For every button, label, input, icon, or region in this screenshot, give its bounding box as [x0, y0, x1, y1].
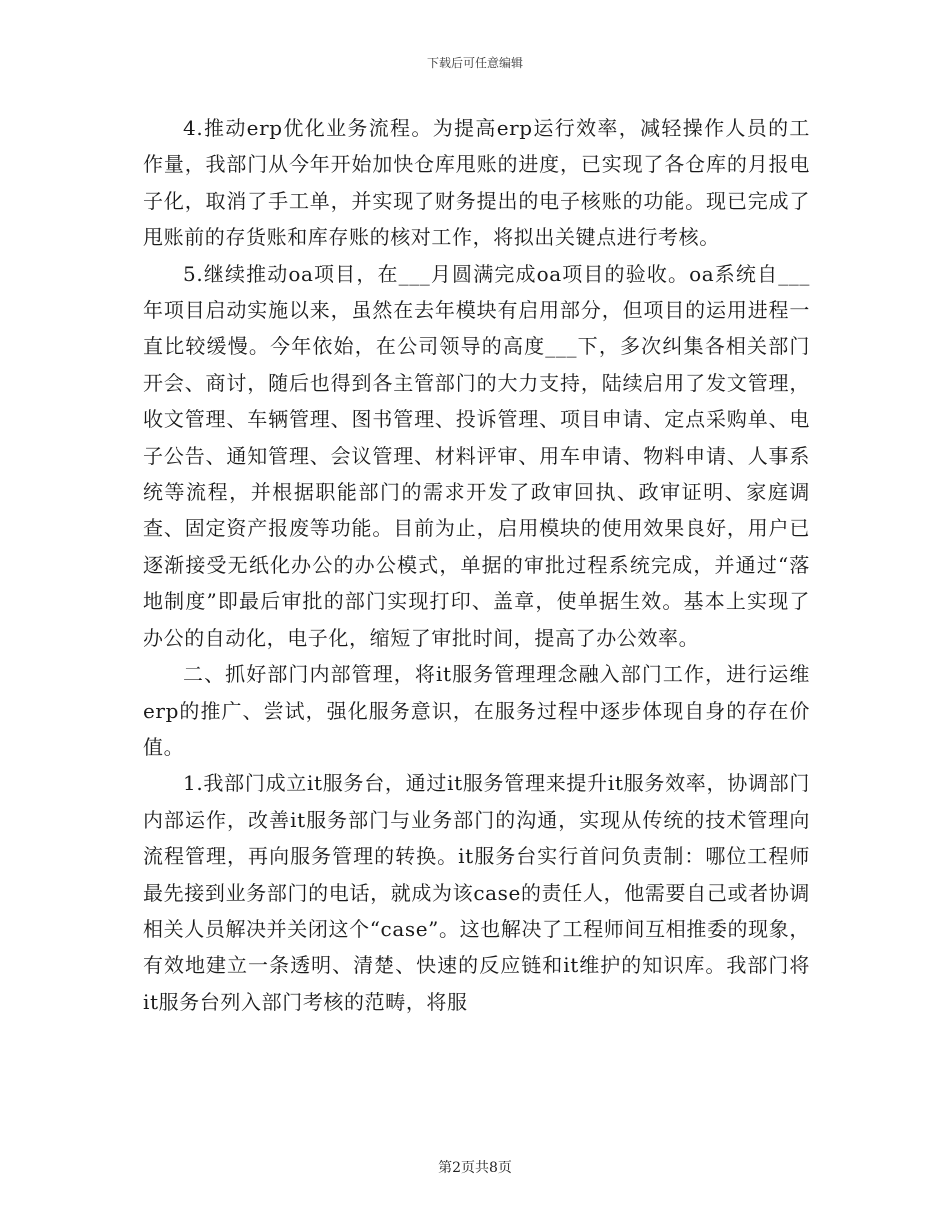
- paragraph-it-service-desk: 1.我部门成立it服务台，通过it服务管理来提升it服务效率，协调部门内部运作，改善it服务部门与业务部门的沟通，实现从传统的技术管理向流程管理，再向服务管理的转换。it服务台实行首问负责制：哪位工程师最先接到业务部门的电话，就成为该case的责任人，他需要自己或者协调相关人员解决并关闭这个“case”。这也解决了工程师间互相推委的现象，有效地建立一条透明、清楚、快速的反应链和it维护的知识库。我部门将it服务台列入部门考核的范畴，将服: [143, 771, 810, 1014]
- paragraph-section-two: 二、抓好部门内部管理，将it服务管理理念融入部门工作，进行运维erp的推广、尝试，强化服务意识，在服务过程中逐步体现自身的存在价值。: [143, 662, 810, 759]
- page-number-footer: 第2页共8页: [438, 1160, 512, 1176]
- paragraph-erp-optimization: 4.推动erp优化业务流程。为提高erp运行效率，减轻操作人员的工作量，我部门从今年开始加快仓库甩账的进度，已实现了各仓库的月报电子化，取消了手工单，并实现了财务提出的电子核账的功能。现已完成了甩账前的存货账和库存账的核对工作，将拟出关键点进行考核。: [143, 116, 810, 250]
- paragraph-oa-project: 5.继续推动oa项目，在___月圆满完成oa项目的验收。oa系统自___年项目启动实施以来，虽然在去年模块有启用部分，但项目的运用进程一直比较缓慢。今年依始，在公司领导的高度___下，多次纠集各相关部门开会、商讨，随后也得到各主管部门的大力支持，陆续启用了发文管理，收文管理、车辆管理、图书管理、投诉管理、项目申请、定点采购单、电子公告、通知管理、会议管理、材料评审、用车申请、物料申请、人事系统等流程，并根据职能部门的需求开发了政审回执、政审证明、家庭调查、固定资产报废等功能。目前为止，启用模块的使用效果良好，用户已逐渐接受无纸化办公的办公模式，单据的审批过程系统完成，并通过“落地制度”即最后审批的部门实现打印、盖章，使单据生效。基本上实现了办公的自动化，电子化，缩短了审批时间，提高了办公效率。: [143, 261, 810, 650]
- document-body: [143, 110, 810, 1020]
- page-header-note: 下载后可任意编辑: [426, 56, 523, 70]
